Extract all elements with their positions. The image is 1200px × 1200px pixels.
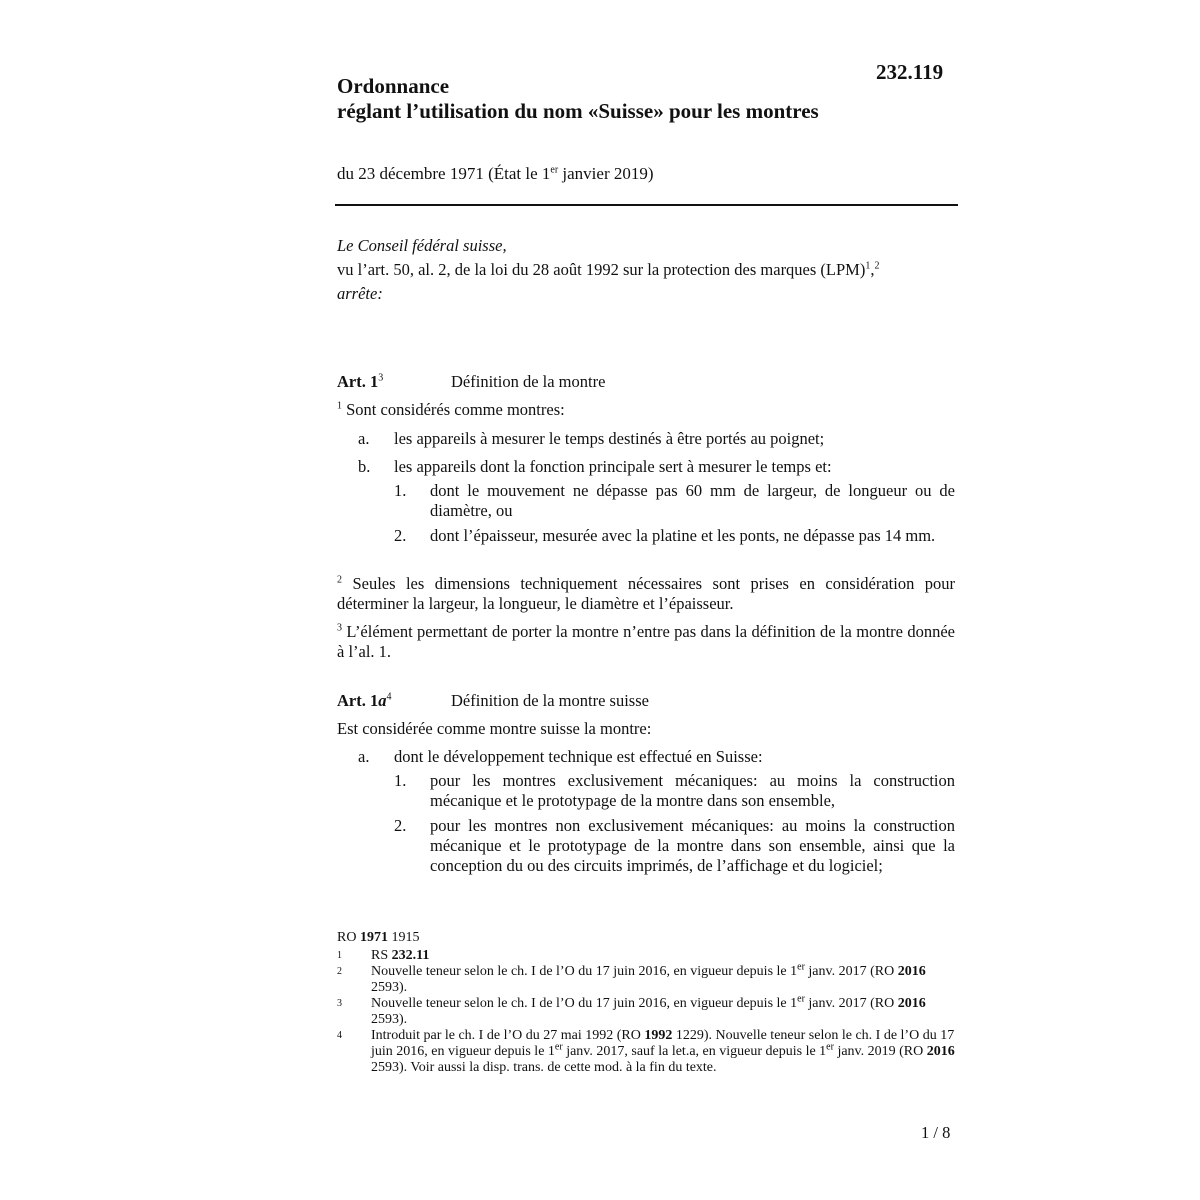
article-1-item-a bbox=[358, 429, 955, 449]
item-b-label: b. bbox=[358, 457, 371, 476]
art1a-item-a-label: a. bbox=[358, 747, 370, 766]
article-1-item-b-1 bbox=[394, 481, 955, 521]
footnote-2-number: 2 bbox=[337, 966, 342, 977]
fn3-sup: er bbox=[797, 993, 805, 1005]
header-rule bbox=[335, 204, 958, 206]
fn3-b: janv. 2017 (RO bbox=[804, 996, 898, 1011]
footnote-4-number: 4 bbox=[337, 1030, 342, 1041]
fn4-sup1: er bbox=[554, 1041, 563, 1053]
article-1-al-3 bbox=[337, 622, 955, 662]
date-line bbox=[337, 164, 654, 184]
preamble-decree: arrête: bbox=[337, 284, 383, 303]
footnote-3-text bbox=[371, 993, 957, 1028]
footnote-ref-1[interactable]: 1 bbox=[865, 260, 871, 272]
article-1-item-b bbox=[358, 457, 955, 477]
fn4-d: janv. 2019 (RO bbox=[833, 1044, 927, 1059]
date-sup: er bbox=[550, 164, 559, 176]
article-1-al-2 bbox=[337, 574, 955, 614]
preamble-comma: , bbox=[870, 260, 875, 279]
fn3-a: Nouvelle teneur selon le ch. I de l’O du 17 juin 2016, en vigueur depuis le 1 bbox=[371, 996, 798, 1011]
article-1a-item-a bbox=[358, 747, 955, 767]
fn1-prefix: RS bbox=[371, 948, 392, 963]
footnote-3-number: 3 bbox=[337, 998, 342, 1009]
date-suffix: janvier 2019) bbox=[558, 164, 654, 183]
sub-2-label: 2. bbox=[394, 526, 407, 545]
footnote-2 bbox=[337, 961, 957, 996]
sub-2-text: dont l’épaisseur, mesurée avec la platine et les ponts, ne dépasse pas 14 mm. bbox=[430, 526, 936, 545]
art1a-item-a-text: dont le développement technique est effectué en Suisse: bbox=[394, 747, 763, 766]
sub-1-label: 1. bbox=[394, 481, 407, 500]
article-1a-intro: Est considérée comme montre suisse la montre: bbox=[337, 719, 652, 738]
title-line-1: Ordonnance bbox=[337, 74, 450, 98]
footnote-3 bbox=[337, 993, 957, 1028]
fn2-b: janv. 2017 (RO bbox=[804, 964, 898, 979]
article-1-heading: Définition de la montre bbox=[451, 372, 606, 391]
footnote-1 bbox=[337, 948, 957, 964]
art1a-sub-2-text: pour les montres non exclusivement mécaniques: au moins la construction mécanique et le prototypage de la montre dans son ensemble, ainsi que la conception du ou des circuits imprimés, de l’affichage et du logiciel; bbox=[430, 816, 955, 875]
sr-number: 232.119 bbox=[876, 60, 944, 84]
fn4-bold2: 2016 bbox=[926, 1044, 955, 1059]
item-a-text: les appareils à mesurer le temps destinés à être portés au poignet; bbox=[394, 429, 825, 448]
preamble bbox=[337, 236, 957, 304]
fn2-c: 2593). bbox=[371, 980, 408, 995]
sub-1-text: dont le mouvement ne dépasse pas 60 mm de largeur, de longueur ou de diamètre, ou bbox=[430, 481, 955, 520]
fn4-bold1: 1992 bbox=[644, 1028, 673, 1043]
article-1a-item-a-1 bbox=[394, 771, 955, 811]
footnote-4-text bbox=[371, 1028, 957, 1076]
preamble-authority: Le Conseil fédéral suisse, bbox=[337, 236, 507, 255]
preamble-basis-text: vu l’art. 50, al. 2, de la loi du 28 août 1992 sur la protection des marques (LPM) bbox=[337, 260, 866, 279]
fn1-bold: 232.11 bbox=[391, 948, 430, 963]
article-1-label: Art. 1 bbox=[337, 372, 379, 391]
article-1a-header bbox=[337, 691, 957, 711]
footnotes bbox=[337, 930, 957, 1076]
art1a-sub-1-text: pour les montres exclusivement mécaniques: au moins la construction mécanique et le prototypage de la montre dans son ensemble, bbox=[430, 771, 955, 810]
fn4-e: 2593). Voir aussi la disp. trans. de cette mod. à la fin du texte. bbox=[371, 1060, 717, 1075]
footnote-2-text bbox=[371, 961, 957, 996]
article-1-al-1 bbox=[337, 400, 955, 420]
ro-year: 1971 bbox=[359, 930, 388, 945]
article-1-item-b-2 bbox=[394, 526, 955, 546]
fn2-sup: er bbox=[797, 961, 805, 973]
article-1a-heading: Définition de la montre suisse bbox=[451, 691, 649, 710]
art1a-sub-1-label: 1. bbox=[394, 771, 407, 790]
al-2-text: Seules les dimensions techniquement nécessaires sont prises en considération pour déterminer la largeur, la longueur, le diamètre et l’épaisseur. bbox=[337, 574, 955, 613]
footnote-ref-2[interactable]: 2 bbox=[874, 260, 880, 272]
item-a-label: a. bbox=[358, 429, 370, 448]
fn2-bold: 2016 bbox=[897, 964, 926, 979]
article-1-header bbox=[337, 372, 957, 392]
fn4-c: janv. 2017, sauf la let.a, en vigueur depuis le 1 bbox=[562, 1044, 827, 1059]
footnote-1-number: 1 bbox=[337, 950, 342, 961]
item-b-text: les appareils dont la fonction principale sert à mesurer le temps et: bbox=[394, 457, 832, 476]
fn4-b: 1229). Nouvelle teneur selon le ch. I de l’O du 17 juin 2016, en vigueur depuis le 1 bbox=[371, 1028, 955, 1059]
footnote-4 bbox=[337, 1028, 957, 1076]
fn4-sup2: er bbox=[826, 1041, 834, 1053]
article-1a-suffix: a bbox=[378, 691, 387, 710]
footnote-ref-4[interactable]: 4 bbox=[386, 691, 392, 703]
ro-page: 1915 bbox=[387, 930, 420, 945]
fn3-bold: 2016 bbox=[897, 996, 926, 1011]
ro-prefix: RO bbox=[337, 930, 360, 945]
al-1-text: Sont considérés comme montres: bbox=[342, 400, 565, 419]
page-number: 1 / 8 bbox=[921, 1123, 951, 1142]
footnote-ref-3[interactable]: 3 bbox=[378, 372, 384, 384]
fn2-a: Nouvelle teneur selon le ch. I de l’O du 17 juin 2016, en vigueur depuis le 1 bbox=[371, 964, 798, 979]
preamble-basis bbox=[337, 260, 957, 284]
fn4-a: Introduit par le ch. I de l’O du 27 mai 1992 (RO bbox=[371, 1028, 645, 1043]
title-line-2: réglant l’utilisation du nom «Suisse» pour les montres bbox=[337, 99, 819, 123]
article-1a-label: Art. 1 bbox=[337, 691, 379, 710]
al-3-text: L’élément permettant de porter la montre n’entre pas dans la définition de la montre donnée à l’al. 1. bbox=[337, 622, 955, 661]
document-title bbox=[337, 74, 819, 124]
article-1a-item-a-2 bbox=[394, 816, 955, 876]
date-prefix: du 23 décembre 1971 (État le 1 bbox=[337, 164, 551, 183]
al-1-number: 1 bbox=[337, 400, 342, 412]
ro-reference bbox=[337, 930, 957, 946]
fn3-c: 2593). bbox=[371, 1012, 408, 1027]
art1a-sub-2-label: 2. bbox=[394, 816, 407, 835]
al-3-number: 3 bbox=[337, 622, 342, 634]
footnote-1-text bbox=[371, 948, 957, 964]
al-2-number: 2 bbox=[337, 574, 342, 586]
